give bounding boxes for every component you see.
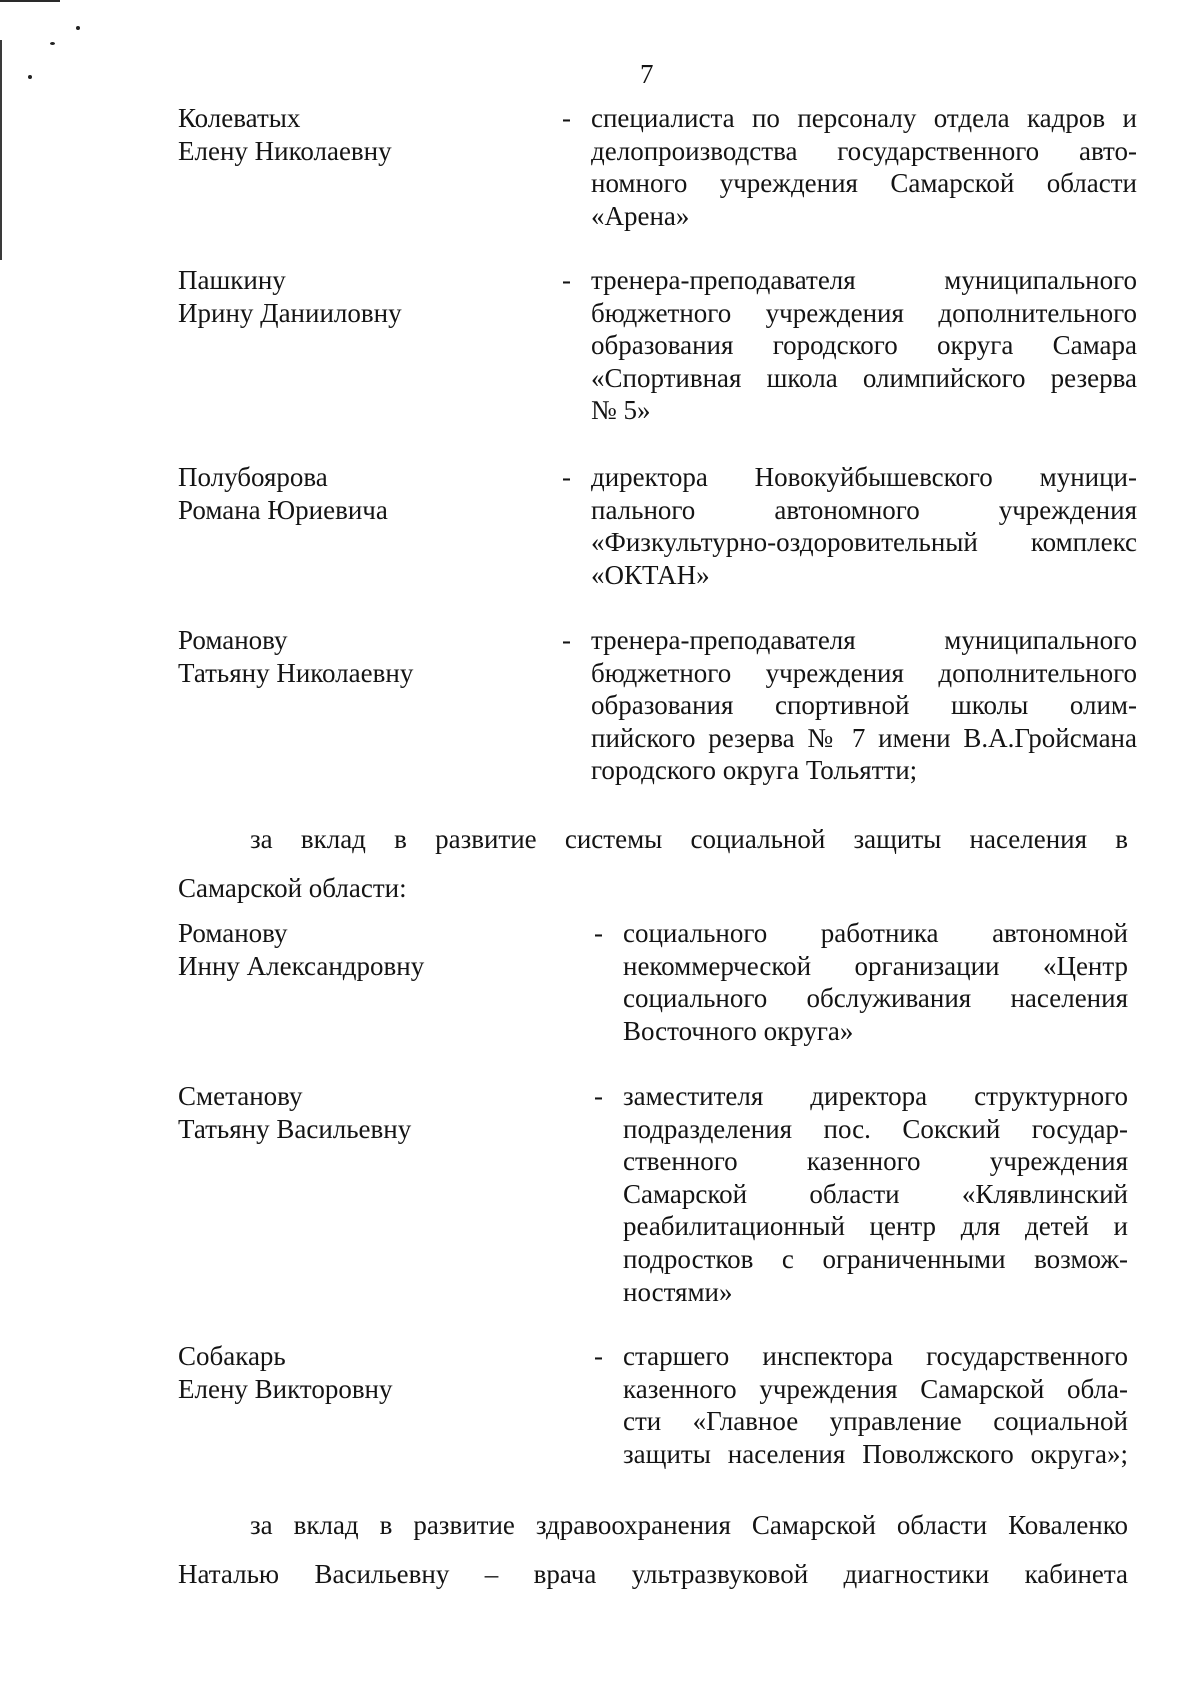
- surname: Пашкину: [178, 265, 286, 295]
- desc-line: подразделения пос. Сокский государ-: [623, 1113, 1128, 1144]
- desc-line: делопроизводства государственного авто-: [591, 135, 1137, 166]
- entry-dash: -: [594, 918, 603, 948]
- position-description: [623, 917, 1128, 1047]
- desc-line: директора Новокуйбышевского муници-: [591, 462, 1137, 492]
- desc-line: номного учреждения Самарской области: [591, 168, 1137, 199]
- desc-line: Самарской области «Клявлинский: [623, 1178, 1128, 1209]
- entry-dash: -: [562, 265, 571, 295]
- position-description: [591, 461, 1137, 591]
- desc-line: подростков с ограниченными возмож-: [623, 1243, 1128, 1274]
- desc-line: пийского резерва № 7 имени В.А.Гройсмана: [591, 722, 1137, 753]
- given-name: Ирину Данииловну: [178, 297, 402, 328]
- section-line: за вклад в развитие здравоохранения Самарской области Коваленко: [250, 1510, 1128, 1540]
- desc-line: тренера-преподавателя муниципального: [591, 265, 1137, 295]
- desc-line: «ОКТАН»: [591, 559, 710, 590]
- given-name: Татьяну Васильевну: [178, 1113, 412, 1144]
- desc-line: тренера-преподавателя муниципального: [591, 625, 1137, 655]
- desc-line: специалиста по персоналу отдела кадров и: [591, 103, 1137, 133]
- given-name: Елену Николаевну: [178, 135, 392, 166]
- desc-line: № 5»: [591, 395, 651, 426]
- position-description: [591, 102, 1137, 232]
- given-name: Романа Юриевича: [178, 494, 388, 525]
- person-name: [178, 1340, 538, 1405]
- desc-line: ственного казенного учреждения: [623, 1146, 1128, 1177]
- desc-line: бюджетного учреждения дополнительного: [591, 657, 1137, 688]
- desc-line: защиты населения Поволжского округа»;: [623, 1438, 1128, 1469]
- surname: Сметанову: [178, 1081, 303, 1111]
- desc-line: городского округа Тольятти;: [591, 755, 918, 786]
- surname: Собакарь: [178, 1341, 286, 1371]
- desc-line: старшего инспектора государственного: [623, 1341, 1128, 1371]
- given-name: Инну Александровну: [178, 950, 425, 981]
- desc-line: социального работника автономной: [623, 918, 1128, 948]
- given-name: Елену Викторовну: [178, 1373, 393, 1404]
- entry-dash: -: [562, 462, 571, 492]
- desc-line: социального обслуживания населения: [623, 983, 1128, 1014]
- surname: Колеватых: [178, 103, 301, 133]
- section-paragraph-health: [178, 1501, 1128, 1598]
- person-name: [178, 917, 538, 982]
- scan-edge-mark: [0, 0, 60, 2]
- desc-line: сти «Главное управление социальной: [623, 1406, 1128, 1437]
- desc-line: бюджетного учреждения дополнительного: [591, 297, 1137, 328]
- page-number: 7: [640, 59, 654, 89]
- surname: Романову: [178, 918, 288, 948]
- position-description: [591, 624, 1137, 787]
- desc-line: ностями»: [623, 1276, 733, 1307]
- entry-dash: -: [594, 1341, 603, 1371]
- surname: Романову: [178, 625, 288, 655]
- given-name: Татьяну Николаевну: [178, 657, 414, 688]
- section-line: за вклад в развитие системы социальной защиты населения в: [250, 824, 1128, 854]
- position-description: [591, 264, 1137, 427]
- desc-line: пального автономного учреждения: [591, 494, 1137, 525]
- position-description: [623, 1080, 1128, 1308]
- desc-line: образования спортивной школы олим-: [591, 690, 1137, 721]
- scan-speck: [76, 26, 80, 30]
- desc-line: образования городского округа Самара: [591, 330, 1137, 361]
- entry-dash: -: [562, 625, 571, 655]
- person-name: [178, 264, 538, 329]
- person-name: [178, 1080, 538, 1145]
- entry-dash: -: [562, 103, 571, 133]
- scan-edge-mark: [0, 40, 2, 260]
- entry-dash: -: [594, 1081, 603, 1111]
- desc-line: казенного учреждения Самарской обла-: [623, 1373, 1128, 1404]
- person-name: [178, 102, 538, 167]
- section-heading-social: [178, 815, 1128, 912]
- desc-line: Восточного округа»: [623, 1015, 854, 1046]
- desc-line: «Арена»: [591, 200, 690, 231]
- desc-line: «Физкультурно-оздоровительный комплекс: [591, 527, 1137, 558]
- person-name: [178, 624, 538, 689]
- section-line: Наталью Васильевну – врача ультразвуковой диагностики кабинета: [178, 1558, 1128, 1589]
- surname: Полубоярова: [178, 462, 328, 492]
- desc-line: заместителя директора структурного: [623, 1081, 1128, 1111]
- section-line: Самарской области:: [178, 872, 407, 903]
- scan-speck: [28, 75, 32, 79]
- position-description: [623, 1340, 1128, 1470]
- scan-speck: [50, 42, 55, 45]
- desc-line: некоммерческой организации «Центр: [623, 950, 1128, 981]
- person-name: [178, 461, 538, 526]
- desc-line: «Спортивная школа олимпийского резерва: [591, 362, 1137, 393]
- desc-line: реабилитационный центр для детей и: [623, 1211, 1128, 1242]
